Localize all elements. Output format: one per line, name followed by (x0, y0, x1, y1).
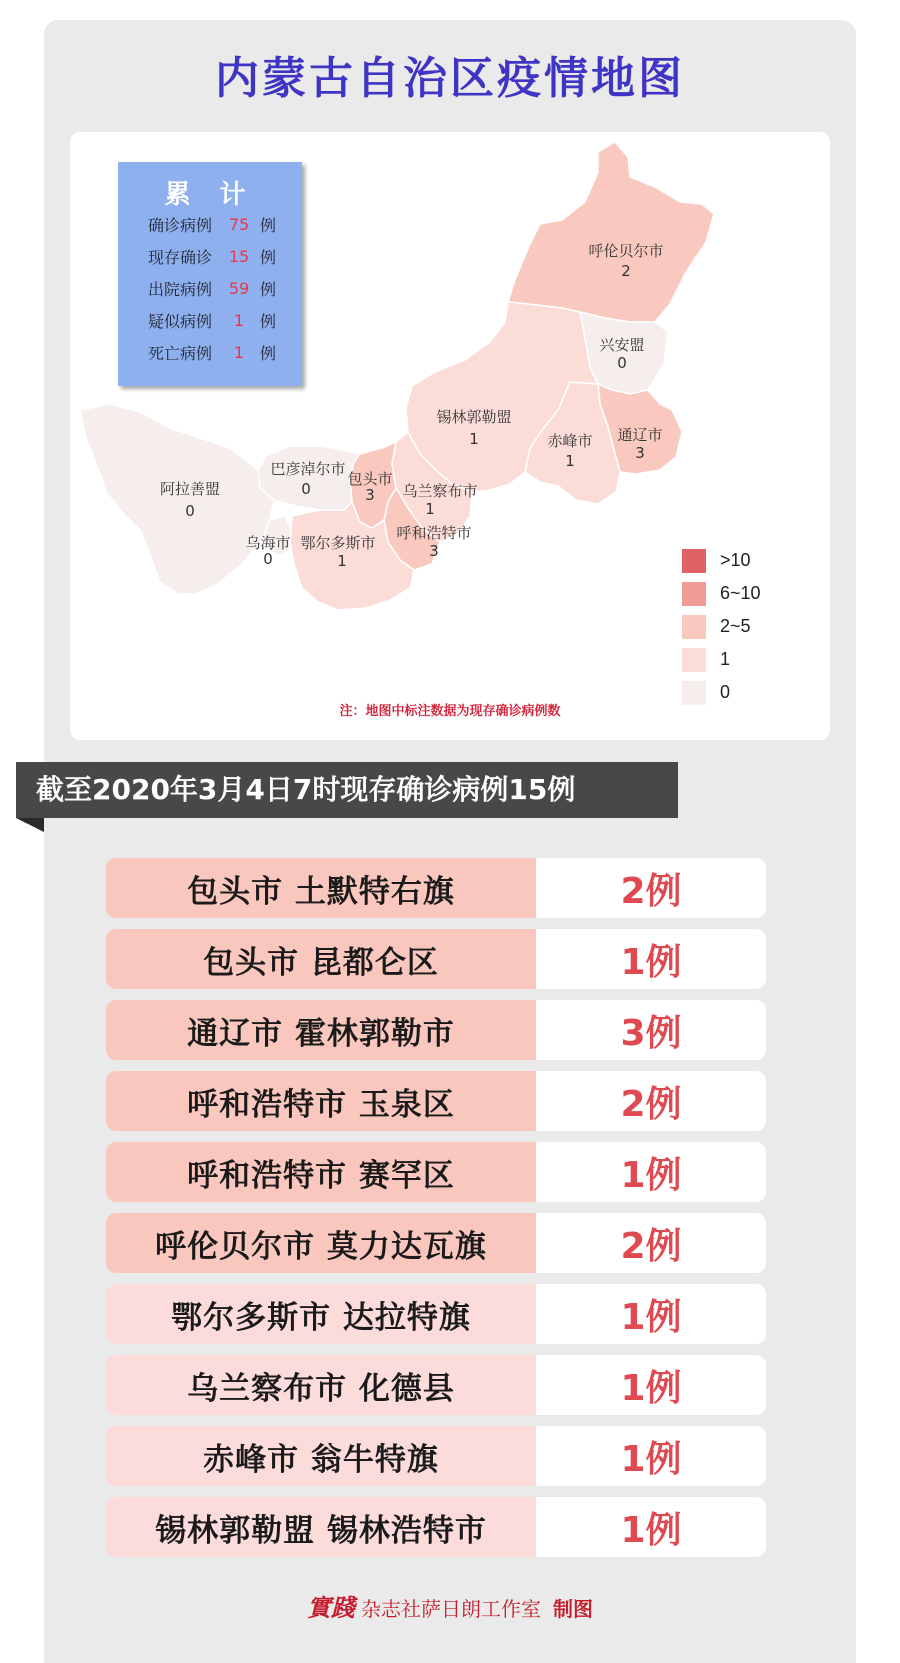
stats-value: 1 (233, 342, 245, 362)
legend-label: 1 (720, 649, 731, 669)
legend-label: 6~10 (720, 583, 761, 603)
stats-label: 疑似病例 (148, 311, 213, 331)
label-hohhot: 呼和浩特市 (396, 524, 472, 542)
footer-credit (44, 1588, 856, 1623)
stats-unit: 例 (260, 343, 277, 363)
case-row (106, 1071, 766, 1131)
case-row (106, 1355, 766, 1415)
label-baotou: 包头市 (347, 470, 393, 488)
legend-item (682, 610, 761, 643)
brand-logo-text: 實踐 (307, 1593, 355, 1622)
label-bayannur: 巴彦淖尔市 (270, 460, 346, 478)
case-location: 呼和浩特市 赛罕区 (106, 1142, 536, 1202)
case-count: 1例 (620, 1509, 682, 1551)
case-count: 2例 (620, 870, 682, 912)
banner-fold (16, 818, 44, 832)
case-count: 1例 (620, 1367, 682, 1409)
case-count: 1例 (620, 1296, 682, 1338)
stats-title: 累 计 (164, 180, 256, 210)
case-count: 1例 (620, 1154, 682, 1196)
stats-value: 1 (233, 310, 245, 330)
case-location: 鄂尔多斯市 达拉特旗 (106, 1284, 536, 1344)
stats-row-discharged (118, 272, 302, 304)
case-row (106, 1000, 766, 1060)
count-bayannur: 0 (301, 480, 311, 498)
stats-label: 确诊病例 (148, 215, 213, 235)
region-alxa[interactable] (80, 404, 274, 594)
legend-item (682, 643, 761, 676)
date-banner: 截至2020年3月4日7时现存确诊病例15例 (16, 762, 678, 818)
case-count: 2例 (620, 1083, 682, 1125)
count-baotou: 3 (365, 486, 375, 504)
label-wuhai: 乌海市 (245, 534, 291, 552)
stats-row-confirmed (118, 208, 302, 240)
case-location: 赤峰市 翁牛特旗 (106, 1426, 536, 1486)
case-row (106, 929, 766, 989)
case-row (106, 858, 766, 918)
legend-swatch (682, 582, 706, 606)
case-location: 锡林郭勒盟 锡林浩特市 (106, 1497, 536, 1557)
stats-unit: 例 (260, 215, 277, 235)
label-ulanqab: 乌兰察布市 (402, 482, 478, 500)
legend-item (682, 544, 761, 577)
count-chifeng: 1 (565, 452, 575, 470)
count-wuhai: 0 (263, 550, 273, 568)
count-alxa: 0 (185, 502, 195, 520)
stats-unit: 例 (260, 247, 277, 267)
stats-value: 75 (228, 214, 250, 234)
case-location: 通辽市 霍林郭勒市 (106, 1000, 536, 1060)
map-panel (70, 132, 830, 740)
count-ulanqab: 1 (425, 500, 435, 518)
legend-swatch (682, 615, 706, 639)
case-location: 包头市 昆都仑区 (106, 929, 536, 989)
case-location: 包头市 土默特右旗 (106, 858, 536, 918)
label-ordos: 鄂尔多斯市 (300, 534, 376, 552)
case-list (106, 858, 766, 1568)
case-row (106, 1497, 766, 1557)
label-hulunbuir: 呼伦贝尔市 (588, 242, 664, 260)
stats-value: 59 (228, 278, 250, 298)
count-ordos: 1 (337, 552, 347, 570)
map-note: 注：地图中标注数据为现存确诊病例数 (339, 704, 561, 719)
case-location: 呼和浩特市 玉泉区 (106, 1071, 536, 1131)
case-count: 3例 (620, 1012, 682, 1054)
label-alxa: 阿拉善盟 (159, 480, 221, 498)
region-hulunbuir[interactable] (508, 142, 714, 322)
case-row (106, 1213, 766, 1273)
legend-item (682, 577, 761, 610)
count-xilingol: 1 (469, 430, 479, 448)
footer-org: 杂志社萨日朗工作室 (361, 1597, 541, 1621)
legend-label: >10 (720, 550, 751, 570)
case-row (106, 1426, 766, 1486)
case-count: 1例 (620, 941, 682, 983)
label-xilingol: 锡林郭勒盟 (436, 408, 512, 426)
stats-label: 死亡病例 (148, 343, 213, 363)
label-chifeng: 赤峰市 (547, 432, 593, 450)
count-hohhot: 3 (429, 542, 439, 560)
stats-row-current (118, 240, 302, 272)
label-hinggan: 兴安盟 (599, 336, 645, 354)
stats-label: 现存确诊 (148, 247, 213, 267)
footer-credit-label: 制图 (553, 1597, 593, 1621)
stats-value: 15 (228, 246, 250, 266)
case-count: 2例 (620, 1225, 682, 1267)
count-hinggan: 0 (617, 354, 627, 372)
stats-unit: 例 (260, 311, 277, 331)
stats-label: 出院病例 (148, 279, 213, 299)
legend-swatch (682, 549, 706, 573)
page-title: 内蒙古自治区疫情地图 (215, 53, 685, 104)
case-location: 乌兰察布市 化德县 (106, 1355, 536, 1415)
stats-row-deaths (118, 336, 302, 368)
case-row (106, 1142, 766, 1202)
count-tongliao: 3 (635, 444, 645, 462)
stats-row-suspected (118, 304, 302, 336)
case-count: 1例 (620, 1438, 682, 1480)
map-legend (682, 544, 761, 709)
case-location: 呼伦贝尔市 莫力达瓦旗 (106, 1213, 536, 1273)
cumulative-stats-box (118, 162, 302, 386)
case-row (106, 1284, 766, 1344)
legend-label: 0 (720, 682, 731, 702)
stats-unit: 例 (260, 279, 277, 299)
legend-swatch (682, 648, 706, 672)
label-tongliao: 通辽市 (617, 426, 663, 444)
count-hulunbuir: 2 (621, 262, 631, 280)
legend-label: 2~5 (720, 616, 751, 636)
